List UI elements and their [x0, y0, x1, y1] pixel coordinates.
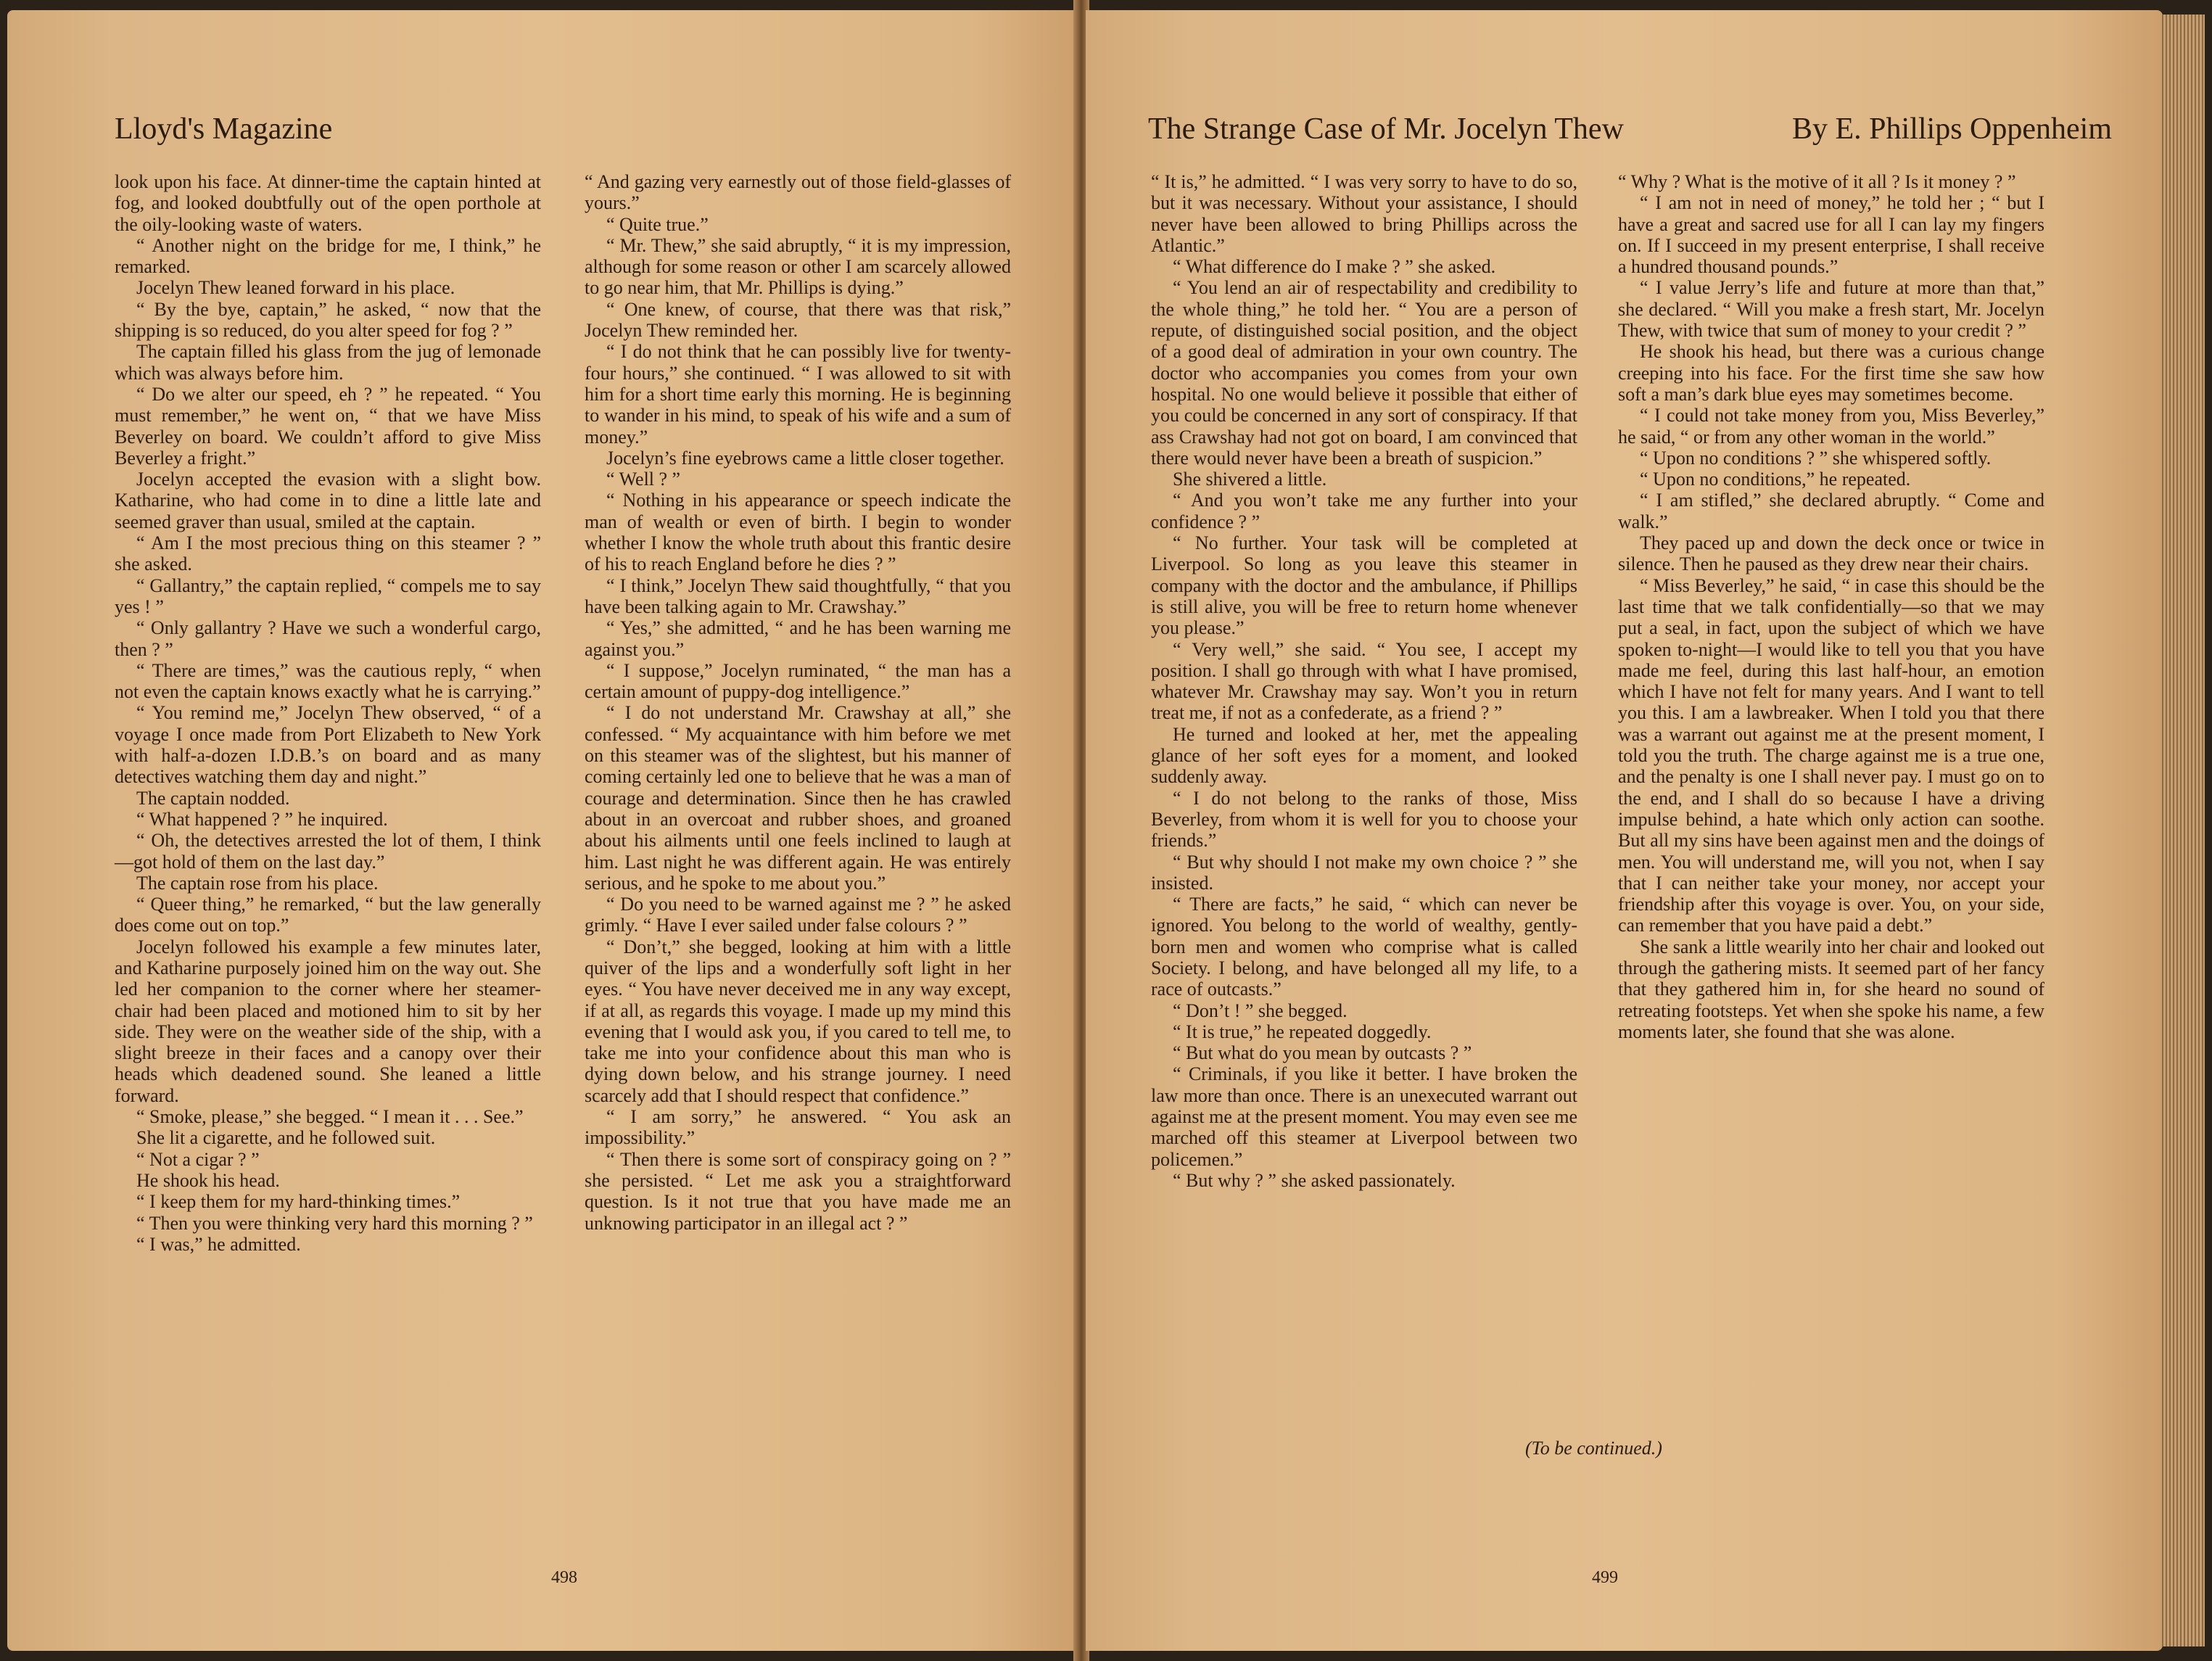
paragraph: “ And gazing very earnestly out of those field-glasses of yours.” — [585, 171, 1011, 214]
paragraph: “ Criminals, if you like it better. I have broken the law more than once. There is an unexecuted warrant out against me at the present moment. You may even see me marched off this steamer at Liverpool between two policemen.” — [1151, 1063, 1577, 1170]
paragraph: “ There are times,” was the cautious reply, “ when not even the captain knows exactly what he is carrying.” — [115, 659, 541, 703]
paragraph: “ It is true,” he repeated doggedly. — [1173, 1021, 1432, 1042]
paragraph: “ No further. Your task will be completed at Liverpool. So long as you leave this steamer in company with the doctor and the ambulance, if Phillips is still alive, you will be free to return home whenever you please.” — [1151, 532, 1577, 639]
paragraph: “ But why ? ” she asked passionately. — [1173, 1169, 1456, 1191]
to-be-continued: (To be continued.) — [1525, 1438, 1662, 1459]
paragraph: “ I am not in need of money,” he told her ; “ but I have a great and sacred use for all I can lay my fingers on. If I succeed in my present enterprise, I shall receive a hundred thousand pounds.” — [1618, 192, 2044, 278]
paragraph: The captain filled his glass from the jug of lemonade which was always before him. — [115, 341, 541, 384]
paragraph: “ Then there is some sort of conspiracy going on ? ” she persisted. “ Let me ask you a straightforward question. Is it not true that you have made me an unknowing participator in an illegal act ? ” — [585, 1148, 1011, 1234]
column-2 — [585, 171, 1011, 1234]
paragraph: “ Not a cigar ? ” — [136, 1148, 260, 1170]
page-number-left: 498 — [551, 1568, 577, 1587]
paragraph: “ And you won’t take me any further into your confidence ? ” — [1151, 490, 1577, 532]
running-head-title: The Strange Case of Mr. Jocelyn Thew — [1148, 112, 1624, 146]
paragraph: They paced up and down the deck once or twice in silence. Then he paused as they drew near their chairs. — [1618, 532, 2044, 575]
paragraph: She shivered a little. — [1173, 469, 1327, 490]
page-number-right: 499 — [1592, 1568, 1618, 1587]
paragraph: “ It is,” he admitted. “ I was very sorry to have to do so, but it was necessary. Without your assistance, I should never have been allowed to bring Phillips across the Atlantic.” — [1151, 171, 1577, 256]
paragraph: “ Why ? What is the motive of it all ? Is it money ? ” — [1618, 171, 2016, 192]
paragraph: “ Miss Beverley,” he said, “ in case this should be the last time that we talk confidentially—so that we may put a seal, in fact, upon the subject of which we have spoken to-night—I would like to tell you that you have made me feel, during this last half-hour, an emotion which I have not felt for many years. And I want to tell you this. I am a lawbreaker. When I told you that there was a warrant out against me at the present moment, I told you the truth. The charge against me is a true one, and the penalty is one I shall never pay. I must go on to the end, and I shall do so because I have a driving impulse behind, a hate which only action can soothe. But all my sins have been against men and the doings of men. You will understand me, will you not, when I say that I can neither take your money, nor accept your friendship after this voyage is over. You, on your side, can remember that you have paid a debt.” — [1618, 574, 2044, 936]
paragraph: “ But why should I not make my own choice ? ” she insisted. — [1151, 851, 1577, 894]
column-3 — [1151, 171, 1577, 1191]
paragraph: He shook his head. — [136, 1169, 280, 1191]
paragraph: “ One knew, of course, that there was that risk,” Jocelyn Thew reminded her. — [585, 298, 1011, 342]
running-head-magazine: Lloyd's Magazine — [115, 112, 333, 146]
paragraph: “ Mr. Thew,” she said abruptly, “ it is my impression, although for some reason or other I am scarcely allowed to go near him, that Mr. Phillips is dying.” — [585, 234, 1011, 299]
paragraph: “ You remind me,” Jocelyn Thew observed, “ of a voyage I once made from Port Elizabeth to New York with half-a-dozen I.D.B.’s on board and as many detectives watching them day and night.” — [115, 702, 541, 788]
paragraph: “ Very well,” she said. “ You see, I accept my position. I shall go through with what I have promised, whatever Mr. Crawshay may say. Won’t you in return treat me, if not as a confederate, as a friend ? ” — [1151, 638, 1577, 724]
running-head-author: By E. Phillips Oppenheim — [1792, 112, 2112, 146]
paragraph: “ I do not belong to the ranks of those, Miss Beverley, from whom it is well for you to choose your friends.” — [1151, 787, 1577, 852]
paragraph: He turned and looked at her, met the appealing glance of her soft eyes for a moment, and looked suddenly away. — [1151, 723, 1577, 788]
paragraph: “ Nothing in his appearance or speech indicate the man of wealth or even of birth. I begin to wonder whether I know the whole truth about this frantic desire of his to reach England before he dies ? ” — [585, 490, 1011, 575]
paragraph: She lit a cigarette, and he followed suit. — [136, 1127, 436, 1149]
paragraph: “ I was,” he admitted. — [136, 1233, 301, 1255]
paragraph: “ You lend an air of respectability and credibility to the whole thing,” he told her. “ You are a person of repute, of distinguished social position, and the object of a good deal of admiration in your own country. The doctor who accompanies you comes from your own hospital. No one would believe it possible that either of you could be concerned in any sort of conspiracy. If that ass Crawshay had not got on board, I am convinced that there would never have been a breath of suspicion.” — [1151, 277, 1577, 469]
paragraph: “ Am I the most precious thing on this steamer ? ” she asked. — [115, 532, 541, 575]
paragraph: Jocelyn followed his example a few minutes later, and Katharine purposely joined him on the way out. She led her companion to the corner where her steamer-chair had been placed and motioned him to sit by her side. They were on the weather side of the ship, with a slight breeze in their faces and a canopy over their heads which deadened sound. She leaned a little forward. — [115, 936, 541, 1106]
paragraph: He shook his head, but there was a curious change creeping into his face. For the first time she saw how soft a man’s dark blue eyes may sometimes become. — [1618, 341, 2044, 405]
column-4 — [1618, 171, 2044, 1042]
page-edges — [2160, 15, 2205, 1646]
paragraph: “ What happened ? ” he inquired. — [136, 808, 388, 830]
paragraph: Jocelyn Thew leaned forward in his place. — [136, 277, 455, 299]
paragraph: “ Yes,” she admitted, “ and he has been warning me against you.” — [585, 617, 1011, 660]
paragraph: “ Do we alter our speed, eh ? ” he repeated. “ You must remember,” he went on, “ that we have Miss Beverley on board. We couldn’t afford to give Miss Beverley a fright.” — [115, 383, 541, 469]
paragraph: “ Only gallantry ? Have we such a wonderful cargo, then ? ” — [115, 617, 541, 660]
paragraph: “ I do not understand Mr. Crawshay at all,” she confessed. “ My acquaintance with him before we met on this steamer was of the slightest, but his manner of coming certainly led one to believe that he was a man of courage and determination. Since then he has crawled about in an overcoat and rubber shoes, and groaned about his ailments until one feels inclined to laugh at him. Last night he was different again. He was entirely serious, and he spoke to me about you.” — [585, 702, 1011, 894]
paragraph: The captain nodded. — [136, 787, 290, 809]
paragraph: “ But what do you mean by outcasts ? ” — [1173, 1042, 1472, 1064]
paragraph: “ I keep them for my hard-thinking times.” — [136, 1191, 461, 1213]
paragraph: “ I am stifled,” she declared abruptly. “ Come and walk.” — [1618, 490, 2044, 532]
paragraph: Jocelyn accepted the evasion with a slight bow. Katharine, who had come in to dine a little late and seemed graver than usual, smiled at the captain. — [115, 469, 541, 532]
left-page — [7, 10, 1077, 1651]
paragraph: “ Do you need to be warned against me ? ” he asked grimly. “ Have I ever sailed under false colours ? ” — [585, 894, 1011, 936]
paragraph: “ Well ? ” — [606, 469, 681, 490]
paragraph: “ I am sorry,” he answered. “ You ask an impossibility.” — [585, 1106, 1011, 1149]
column-1 — [115, 171, 541, 1255]
paragraph: “ Upon no conditions ? ” she whispered softly. — [1640, 447, 1992, 469]
paragraph: “ Then you were thinking very hard this morning ? ” — [136, 1212, 533, 1234]
paragraph: “ Smoke, please,” she begged. “ I mean it . . . See.” — [136, 1106, 524, 1128]
paragraph: “ Gallantry,” the captain replied, “ compels me to say yes ! ” — [115, 574, 541, 617]
paragraph: look upon his face. At dinner-time the captain hinted at fog, and looked doubtfully out of the open porthole at the oily-looking waste of waters. — [115, 171, 541, 235]
paragraph: “ What difference do I make ? ” she asked. — [1173, 256, 1496, 278]
paragraph: “ Another night on the bridge for me, I think,” he remarked. — [115, 234, 541, 278]
paragraph: “ I do not think that he can possibly live for twenty-four hours,” she continued. “ I was allowed to sit with him for a short time early this morning. He is beginning to wander in his mind, to speak of his wife and a sum of money.” — [585, 341, 1011, 448]
paragraph: “ Oh, the detectives arrested the lot of them, I think—got hold of them on the last day.” — [115, 830, 541, 873]
paragraph: She sank a little wearily into her chair and looked out through the gathering mists. It seemed part of her fancy that they gathered him in, for she heard no sound of retreating footsteps. Yet when she spoke his name, a few moments later, she found that she was alone. — [1618, 936, 2044, 1042]
paragraph: “ Queer thing,” he remarked, “ but the law generally does come out on top.” — [115, 894, 541, 936]
paragraph: “ I could not take money from you, Miss Beverley,” he said, “ or from any other woman in the world.” — [1618, 405, 2044, 448]
paragraph: “ Don’t,” she begged, looking at him with a little quiver of the lips and a wonderfully soft light in her eyes. “ You have never deceived me in any way except, if at all, as regards this voyage. I made up my mind this evening that I would ask you, if you cared to tell me, to take me into your confidence about this man who is dying down below, and his strange journey. I need scarcely add that I should respect that confidence.” — [585, 936, 1011, 1106]
paragraph: “ I value Jerry’s life and future at more than that,” she declared. “ Will you make a fresh start, Mr. Jocelyn Thew, with twice that sum of money to your credit ? ” — [1618, 277, 2044, 342]
paragraph: “ I suppose,” Jocelyn ruminated, “ the man has a certain amount of puppy-dog intelligence.” — [585, 659, 1011, 703]
paragraph: Jocelyn’s fine eyebrows came a little closer together. — [606, 447, 1004, 469]
paragraph: The captain rose from his place. — [136, 872, 379, 894]
right-page — [1086, 10, 2163, 1651]
paragraph: “ Don’t ! ” she begged. — [1173, 1000, 1348, 1021]
paragraph: “ By the bye, captain,” he asked, “ now that the shipping is so reduced, do you alter speed for fog ? ” — [115, 298, 541, 342]
paragraph: “ Quite true.” — [606, 213, 709, 235]
paragraph: “ There are facts,” he said, “ which can never be ignored. You belong to the world of wealthy, gently-born men and women who comprise what is called Society. I belong, and have belonged all my life, to a race of outcasts.” — [1151, 894, 1577, 1000]
paragraph: “ Upon no conditions,” he repeated. — [1640, 469, 1911, 490]
paragraph: “ I think,” Jocelyn Thew said thoughtfully, “ that you have been talking again to Mr. Crawshay.” — [585, 574, 1011, 617]
